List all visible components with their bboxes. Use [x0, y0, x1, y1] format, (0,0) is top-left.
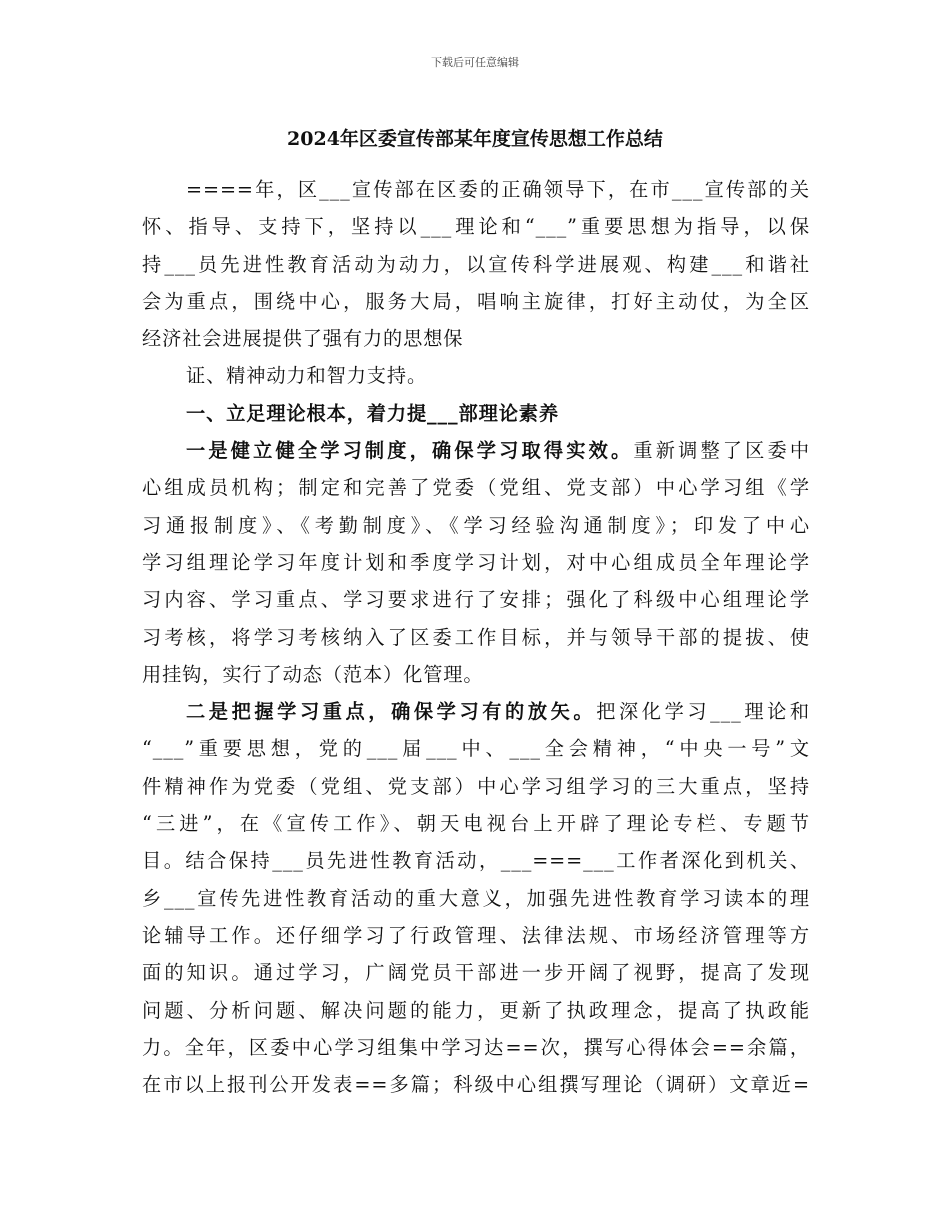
- line-text: 面的知识。通过学习，广阔党员干部进一步开阔了视野，提高了发现: [142, 961, 810, 985]
- line-text: 在市以上报刊公开发表==多篇；科级中心组撰写理论（调研）文章近=: [142, 1073, 810, 1097]
- text-line: [142, 1066, 810, 1103]
- text-line: [142, 320, 810, 357]
- text-line: [142, 917, 810, 954]
- line-text: 证、精神动力和智力支持。: [186, 364, 428, 388]
- line-text: 力。全年，区委中心学习组集中学习达==次，撰写心得体会==余篇，: [142, 1035, 810, 1059]
- document-body: [142, 171, 810, 1103]
- text-line: [142, 842, 810, 879]
- line-text: 习内容、学习重点、学习要求进行了安排；强化了科级中心组理论学: [142, 588, 810, 612]
- text-line: [142, 768, 810, 805]
- line-text: “三进”，在《宣传工作》、朝天电视台上开辟了理论专栏、专题节: [142, 812, 810, 836]
- header-note: 下载后可任意编辑: [431, 56, 519, 69]
- line-text: 会为重点，围绕中心，服务大局，唱响主旋律，打好主动仗，为全区: [142, 289, 810, 313]
- line-text: ====年，区___宣传部在区委的正确领导下，在市___宣传部的关: [186, 178, 810, 201]
- line-text: 习考核，将学习考核纳入了区委工作目标，并与领导干部的提拔、使: [142, 625, 810, 649]
- line-text: 心组成员机构；制定和完善了党委（党组、党支部）中心学习组《学: [142, 476, 810, 500]
- text-line: [142, 246, 810, 283]
- line-text: 经济社会进展提供了强有力的思想保: [142, 327, 464, 351]
- section-heading: [142, 395, 810, 432]
- line-text: 用挂钩，实行了动态（范本）化管理。: [142, 662, 484, 686]
- text-line: [142, 171, 810, 208]
- line-text: 论辅导工作。还仔细学习了行政管理、法律法规、市场经济管理等方: [142, 923, 810, 947]
- text-line: [142, 619, 810, 656]
- text-line: [142, 208, 810, 245]
- text-line: [142, 283, 810, 320]
- text-line: [142, 469, 810, 506]
- line-text: 学习组理论学习年度计划和季度学习计划，对中心组成员全年理论学: [142, 550, 810, 574]
- text-line: [142, 693, 810, 730]
- line-text: 乡___宣传先进性教育活动的重大意义，加强先进性教育学习读本的理: [142, 886, 810, 910]
- text-line: [142, 581, 810, 618]
- line-text: 问题、分析问题、解决问题的能力，更新了执政理念，提高了执政能: [142, 998, 810, 1022]
- text-line: [142, 880, 810, 917]
- line-text: 重新调整了区委中: [633, 439, 810, 463]
- text-line: [142, 805, 810, 842]
- text-line: [142, 1029, 810, 1066]
- line-text: 把深化学习___理论和: [596, 700, 810, 724]
- text-line: [142, 507, 810, 544]
- text-line: [142, 432, 810, 469]
- text-line: [142, 544, 810, 581]
- line-text: 一、立足理论根本，着力提___部理论素养: [186, 401, 559, 425]
- line-text: 怀、指导、支持下，坚持以___理论和“___”重要思想为指导，以保: [142, 215, 810, 239]
- document-title: 2024年区委宣传部某年度宣传思想工作总结: [287, 128, 663, 150]
- paragraph-lead: 二是把握学习重点，确保学习有的放矢。: [186, 700, 597, 724]
- line-text: 目。结合保持___员先进性教育活动，___===___工作者深化到机关、: [142, 849, 810, 873]
- text-line: [142, 730, 810, 767]
- line-text: 习通报制度》、《考勤制度》、《学习经验沟通制度》；印发了中心: [142, 513, 810, 537]
- text-line: [142, 954, 810, 991]
- text-line: [142, 357, 810, 394]
- text-line: [142, 992, 810, 1029]
- line-text: 件精神作为党委（党组、党支部）中心学习组学习的三大重点，坚持: [142, 774, 810, 798]
- line-text: 持___员先进性教育活动为动力，以宣传科学进展观、构建___和谐社: [142, 252, 810, 276]
- text-line: [142, 656, 810, 693]
- line-text: “___”重要思想，党的___届___中、___全会精神，“中央一号”文: [142, 737, 810, 761]
- paragraph-lead: 一是健立健全学习制度，确保学习取得实效。: [186, 439, 634, 463]
